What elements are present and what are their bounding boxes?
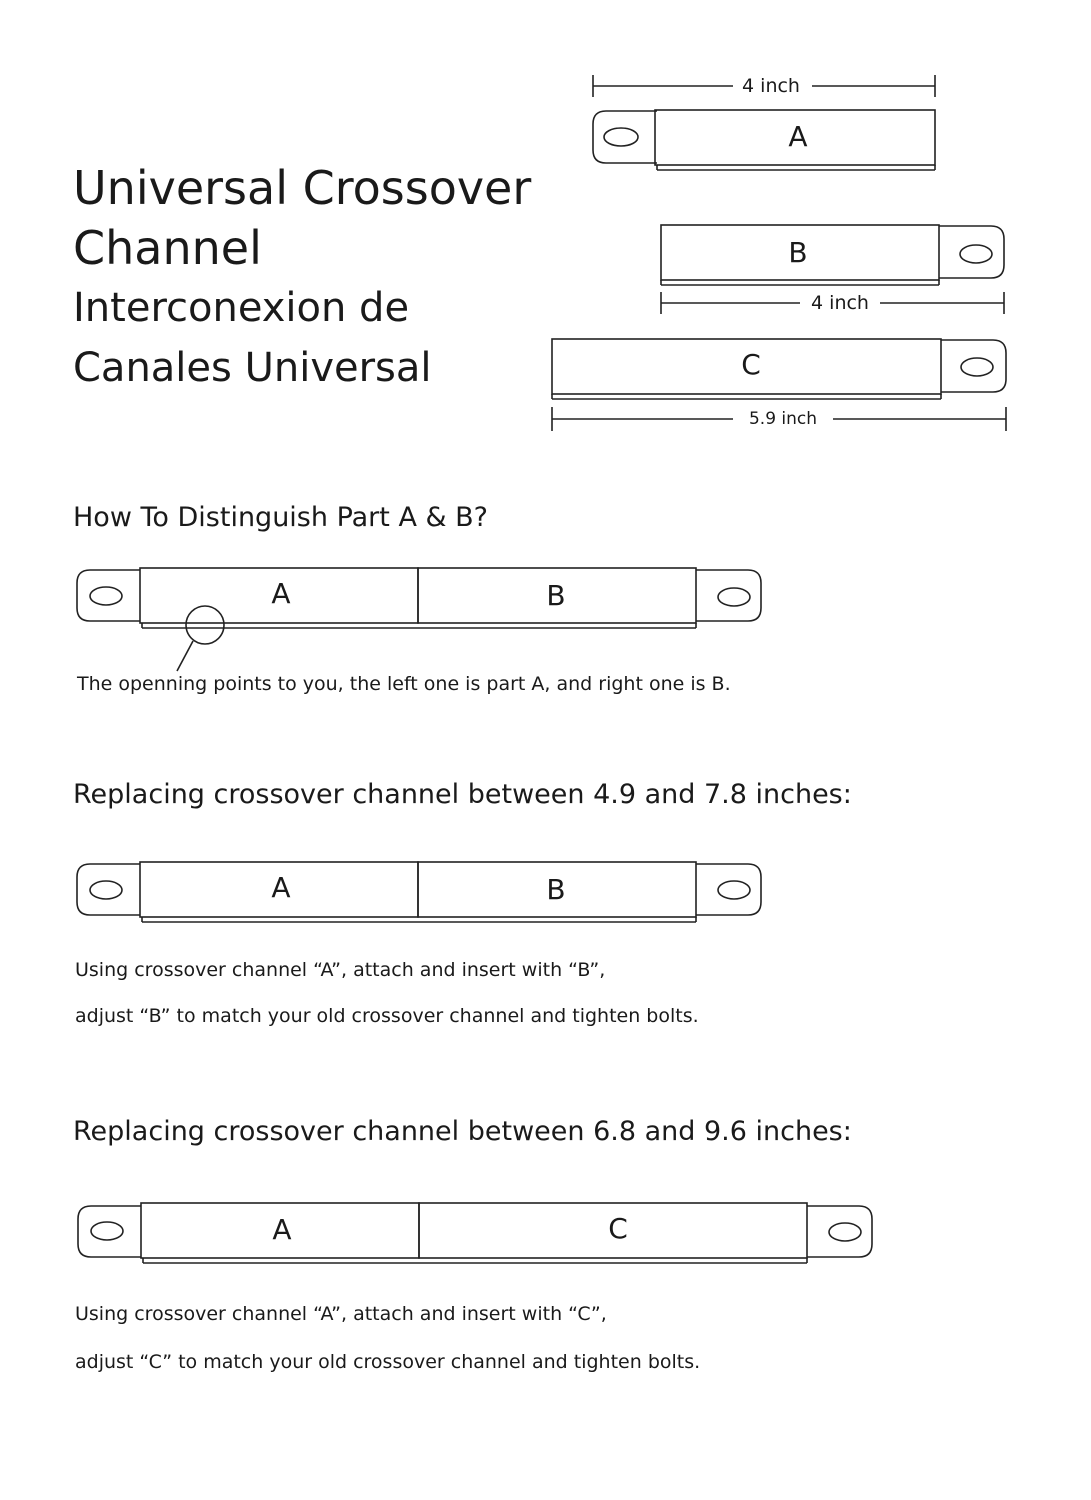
- part-c-diagram: [552, 339, 1006, 431]
- distinguish-left-label: A: [271, 577, 291, 610]
- range1-heading: Replacing crossover channel between 4.9 and 7.8 inches:: [73, 779, 852, 810]
- opening-callout-circle: [186, 606, 224, 644]
- range2-note-line-2: adjust “C” to match your old crossover channel and tighten bolts.: [75, 1351, 701, 1373]
- part-b-dimension: 4 inch: [811, 292, 869, 314]
- range2-note-line-1: Using crossover channel “A”, attach and insert with “C”,: [75, 1303, 607, 1325]
- title-line-1: Universal Crossover: [73, 161, 532, 215]
- distinguish-right-label: B: [546, 579, 566, 612]
- bolt-hole-icon: [960, 245, 992, 263]
- range1-diagram: [77, 862, 761, 922]
- range2-diagram: [78, 1203, 872, 1263]
- bolt-hole-icon: [961, 358, 993, 376]
- part-c-dimension: 5.9 inch: [748, 409, 818, 429]
- part-b-diagram: [661, 225, 1004, 314]
- bolt-hole-icon: [90, 881, 122, 899]
- bolt-hole-icon: [718, 588, 750, 606]
- range2-left-label: A: [272, 1213, 292, 1246]
- subtitle-line-2: Canales Universal: [73, 345, 432, 391]
- title-line-2: Channel: [73, 221, 262, 275]
- part-a-label: A: [788, 120, 808, 153]
- part-c-label: C: [741, 348, 761, 381]
- range1-right-label: B: [546, 873, 566, 906]
- part-a-dimension: 4 inch: [742, 75, 800, 97]
- subtitle-line-1: Interconexion de: [73, 285, 410, 331]
- range2-heading: Replacing crossover channel between 6.8 and 9.6 inches:: [73, 1116, 852, 1147]
- bolt-hole-icon: [604, 128, 638, 146]
- range1-note-line-1: Using crossover channel “A”, attach and insert with “B”,: [75, 959, 606, 981]
- bolt-hole-icon: [91, 1222, 123, 1240]
- distinguish-note: The openning points to you, the left one is part A, and right one is B.: [77, 673, 731, 695]
- bolt-hole-icon: [718, 881, 750, 899]
- range2-right-label: C: [608, 1212, 628, 1245]
- bolt-hole-icon: [90, 587, 122, 605]
- distinguish-heading: How To Distinguish Part A & B?: [73, 502, 488, 533]
- range1-note-line-2: adjust “B” to match your old crossover channel and tighten bolts.: [75, 1005, 699, 1027]
- distinguish-diagram: [77, 568, 761, 671]
- part-b-label: B: [788, 236, 808, 269]
- bolt-hole-icon: [829, 1223, 861, 1241]
- range1-left-label: A: [271, 871, 291, 904]
- part-a-diagram: [593, 75, 935, 170]
